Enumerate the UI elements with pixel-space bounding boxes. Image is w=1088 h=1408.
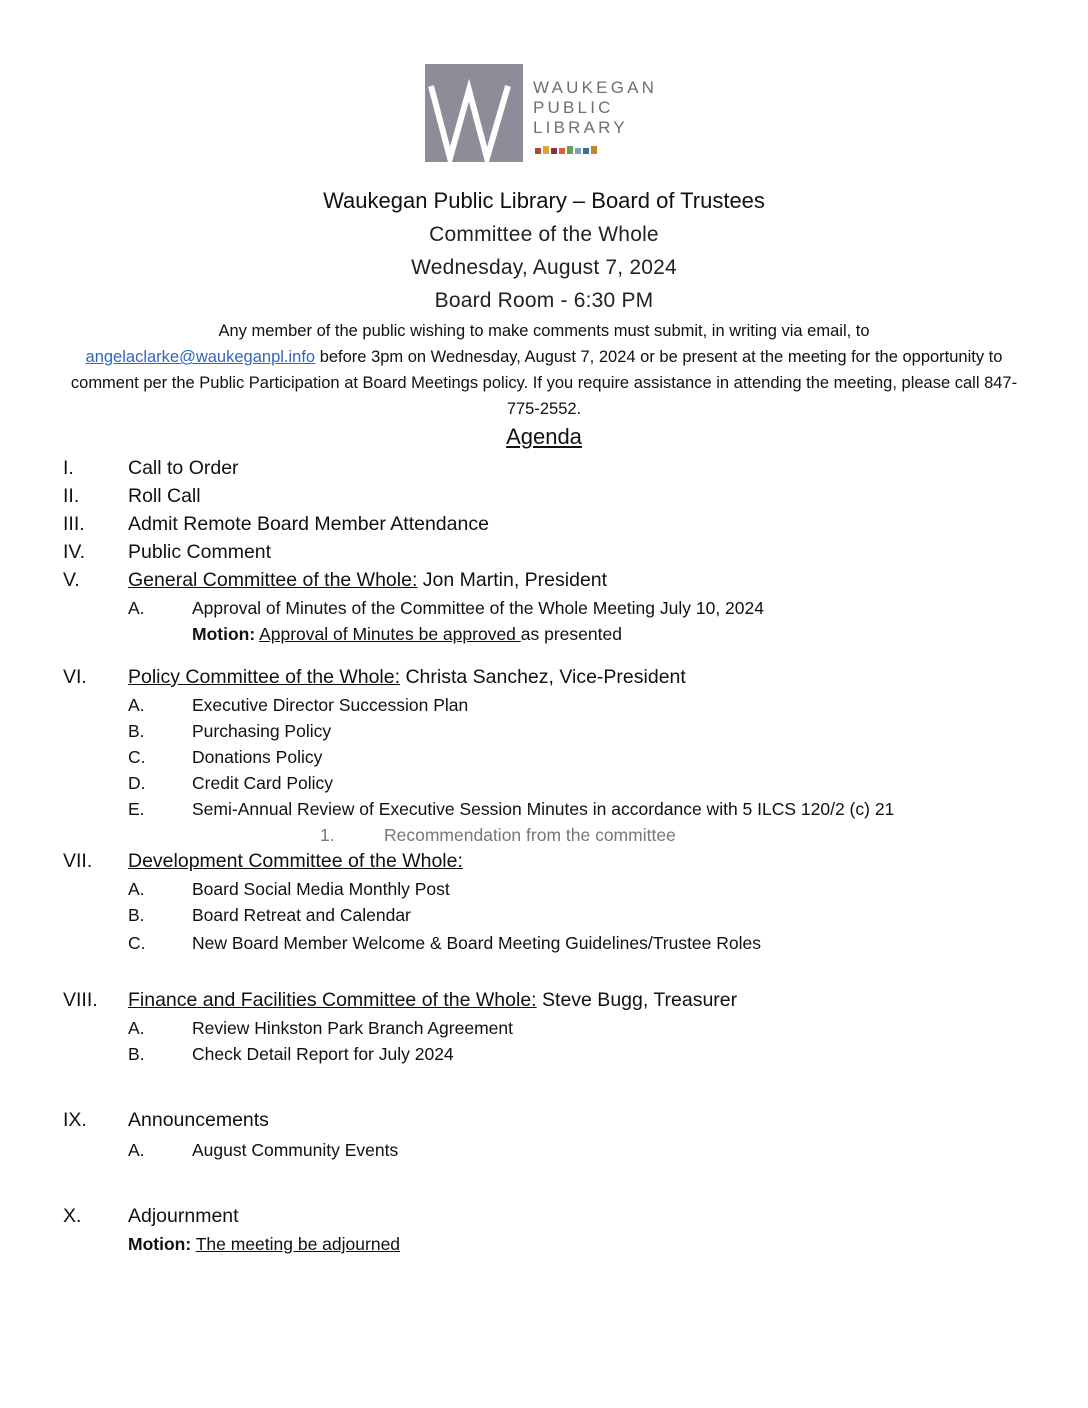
meeting-date: Wednesday, August 7, 2024 (411, 256, 677, 279)
subitem-donations-policy: Donations Policy (192, 747, 323, 767)
section-general-committee (128, 568, 607, 592)
subitem-letter: C. (128, 933, 146, 953)
agenda-heading: Agenda (506, 424, 582, 449)
subitem-letter: A. (128, 1018, 145, 1038)
motion-text: The meeting be adjourned (195, 1234, 401, 1254)
subsubitem-recommendation: Recommendation from the committee (384, 825, 676, 845)
subitem-community-events: August Community Events (192, 1140, 399, 1160)
section-heading: Development Committee of the Whole: (128, 850, 463, 872)
logo-w-icon (425, 64, 523, 162)
library-logo-mark (425, 64, 523, 162)
subitem-letter: A. (128, 1140, 145, 1160)
committee-subtitle: Committee of the Whole (429, 223, 659, 246)
section-heading: Policy Committee of the Whole: (128, 666, 401, 688)
logo-word-waukegan: WAUKEGAN (533, 78, 658, 97)
motion-adjourn (128, 1233, 400, 1255)
item-roll-call: Roll Call (128, 485, 201, 507)
subitem-letter: A. (128, 598, 145, 618)
section-finance-committee (128, 988, 737, 1012)
item-number: II. (63, 485, 80, 507)
subitem-letter: E. (128, 799, 145, 819)
section-heading: Finance and Facilities Committee of the Whole: (128, 989, 537, 1011)
subitem-credit-card-policy: Credit Card Policy (192, 773, 334, 793)
meeting-location-time: Board Room - 6:30 PM (434, 289, 654, 312)
subitem-retreat-calendar: Board Retreat and Calendar (192, 905, 411, 925)
logo-word-public: PUBLIC (533, 98, 614, 117)
notice-body: before 3pm on Wednesday, August 7, 2024 or be present at the meeting for the opportunity to comment per the Public Participation at Board Meetings policy. If you require assistance in attending the meeting, please call 847-775-2552. (70, 348, 1018, 418)
item-announcements: Announcements (128, 1109, 269, 1131)
logo-color-square (543, 146, 549, 154)
subitem-letter: B. (128, 1044, 145, 1064)
subitem-letter: B. (128, 721, 145, 741)
item-number: IV. (63, 541, 86, 563)
public-comment-notice (60, 318, 1028, 422)
logo-color-square (551, 148, 557, 154)
logo-color-square (575, 148, 581, 154)
logo-color-square (535, 148, 541, 154)
logo-color-square (567, 146, 573, 154)
section-development-committee (128, 849, 463, 873)
logo-color-square (583, 148, 589, 154)
subitem-letter: B. (128, 905, 145, 925)
section-heading: General Committee of the Whole: (128, 569, 418, 591)
logo-color-squares (535, 146, 597, 154)
logo-word-library: LIBRARY (533, 118, 628, 137)
motion-label: Motion: (192, 624, 256, 644)
subitem-letter: D. (128, 773, 146, 793)
logo-color-square (559, 148, 565, 154)
motion-label: Motion: (128, 1234, 192, 1254)
item-number: I. (63, 457, 74, 479)
motion-text: Approval of Minutes be approved (259, 624, 521, 644)
subitem-letter: C. (128, 747, 146, 767)
item-number: VIII. (63, 989, 98, 1011)
document-title: Waukegan Public Library – Board of Trustees (323, 188, 765, 213)
subitem-new-member-welcome: New Board Member Welcome & Board Meeting Guidelines/Trustee Roles (192, 933, 761, 953)
notice-intro: Any member of the public wishing to make comments must submit, in writing via email, to (218, 322, 870, 340)
section-lead: Jon Martin, President (417, 569, 608, 591)
subitem-check-detail-report: Check Detail Report for July 2024 (192, 1044, 454, 1064)
item-number: IX. (63, 1109, 87, 1131)
subitem-hinkston-agreement: Review Hinkston Park Branch Agreement (192, 1018, 513, 1038)
item-public-comment: Public Comment (128, 541, 272, 563)
motion-rest: as presented (520, 624, 622, 644)
item-number: X. (63, 1205, 82, 1227)
item-remote-attendance: Admit Remote Board Member Attendance (128, 513, 489, 535)
subsubitem-number: 1. (320, 825, 335, 845)
subitem-approval-minutes: Approval of Minutes of the Committee of the Whole Meeting July 10, 2024 (192, 598, 764, 618)
motion-approval-minutes (192, 623, 622, 645)
item-number: V. (63, 569, 80, 591)
item-call-to-order: Call to Order (128, 457, 239, 479)
item-number: VII. (63, 850, 93, 872)
subitem-letter: A. (128, 695, 145, 715)
section-lead: Steve Bugg, Treasurer (536, 989, 738, 1011)
item-adjournment: Adjournment (128, 1205, 239, 1227)
contact-email-link[interactable]: angelaclarke@waukeganpl.info (85, 348, 316, 366)
section-lead: Christa Sanchez, Vice-President (400, 666, 686, 688)
subitem-letter: A. (128, 879, 145, 899)
section-policy-committee (128, 665, 686, 689)
subitem-succession-plan: Executive Director Succession Plan (192, 695, 469, 715)
subitem-session-minutes-review: Semi-Annual Review of Executive Session Minutes in accordance with 5 ILCS 120/2 (c) 21 (192, 799, 895, 819)
subitem-purchasing-policy: Purchasing Policy (192, 721, 332, 741)
item-number: VI. (63, 666, 87, 688)
item-number: III. (63, 513, 85, 535)
logo-color-square (591, 146, 597, 154)
subitem-social-media-post: Board Social Media Monthly Post (192, 879, 450, 899)
